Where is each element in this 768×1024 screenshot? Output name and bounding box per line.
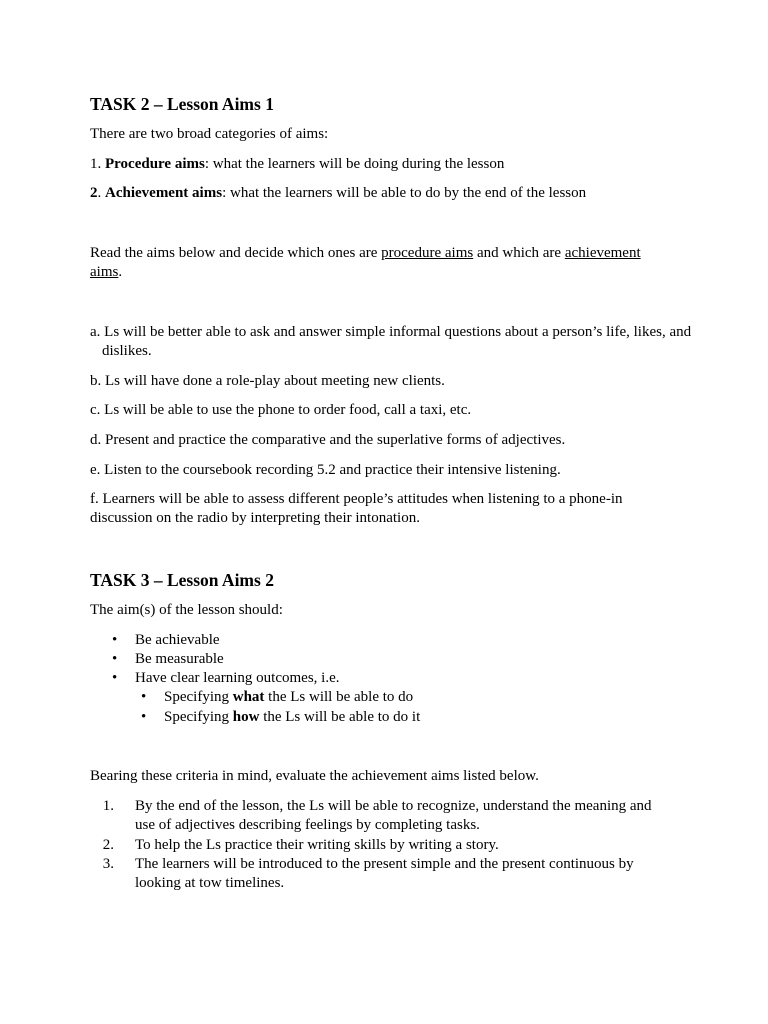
instruction-post: .: [118, 264, 123, 280]
category-2-dot: .: [97, 185, 102, 201]
sub-bullet-text: [164, 688, 413, 707]
bullet-glyph: •: [112, 632, 118, 648]
bullet-glyph: •: [112, 651, 118, 667]
aim-c: c. Ls will be able to use the phone to order food, call a taxi, etc.: [90, 402, 472, 418]
criteria-instruction: Bearing these criteria in mind, evaluate the achievement aims listed below.: [90, 768, 539, 784]
sub-bullet-pre: Specifying: [164, 689, 233, 705]
bullet-text: Be achievable: [135, 632, 220, 648]
sub-bullet-pre: Specifying: [164, 709, 233, 725]
bullet-text: Be measurable: [135, 651, 224, 667]
achievement-aims-underlined-b: aims: [90, 264, 119, 280]
sub-bullet-post: the Ls will be able to do it: [259, 709, 421, 725]
bullet-text: Have clear learning outcomes, i.e.: [135, 670, 340, 686]
achievement-aims-underlined-a: achievement: [564, 245, 641, 261]
item-number: 3.: [102, 856, 114, 872]
aim-b: b. Ls will have done a role-play about meeting new clients.: [90, 373, 445, 389]
procedure-aims-underlined: procedure aims: [381, 245, 474, 261]
task3-intro: The aim(s) of the lesson should:: [90, 602, 283, 618]
category-1-number: 1.: [90, 156, 102, 172]
task2-instruction: [90, 244, 680, 282]
aim-d: d. Present and practice the comparative and the superlative forms of adjectives.: [90, 432, 566, 448]
item-text: To help the Ls practice their writing skills by writing a story.: [135, 837, 499, 853]
category-2-term: Achievement aims: [105, 185, 223, 201]
category-2-number: 2: [90, 185, 98, 201]
aim-a: a. Ls will be better able to ask and answer simple informal questions about a person’s life, likes, and dislikes.: [90, 324, 692, 359]
task2-heading: TASK 2 – Lesson Aims 1: [90, 94, 274, 114]
category-2-desc: : what the learners will be able to do by the end of the lesson: [222, 185, 587, 201]
task3-heading: TASK 3 – Lesson Aims 2: [90, 570, 274, 590]
item-number: 2.: [102, 837, 114, 853]
instruction-mid: and which are: [473, 245, 565, 261]
bullet-glyph: •: [112, 670, 118, 686]
item-number: 1.: [102, 798, 114, 814]
instruction-pre: Read the aims below and decide which ones are: [90, 245, 382, 261]
bullet-glyph: •: [141, 689, 147, 705]
sub-bullet-text: [164, 708, 420, 727]
item-text: By the end of the lesson, the Ls will be able to recognize, understand the meaning and use of adjectives describing feelings by completing tasks.: [135, 798, 652, 833]
sub-bullet-bold: how: [232, 709, 260, 725]
task2-intro: There are two broad categories of aims:: [90, 126, 329, 142]
bullet-glyph: •: [141, 709, 147, 725]
sub-bullet-bold: what: [232, 689, 265, 705]
category-1-desc: : what the learners will be doing during the lesson: [204, 156, 505, 172]
aim-f: f. Learners will be able to assess different people’s attitudes when listening to a phone-in discussion on the radio by interpreting their intonation.: [90, 491, 623, 526]
aim-e: e. Listen to the coursebook recording 5.2 and practice their intensive listening.: [90, 462, 561, 478]
sub-bullet-post: the Ls will be able to do: [264, 689, 414, 705]
item-text: The learners will be introduced to the present simple and the present continuous by looking at tow timelines.: [135, 856, 634, 891]
category-procedure: [90, 155, 680, 174]
category-achievement: [90, 184, 680, 203]
category-1-term: Procedure aims: [105, 156, 205, 172]
